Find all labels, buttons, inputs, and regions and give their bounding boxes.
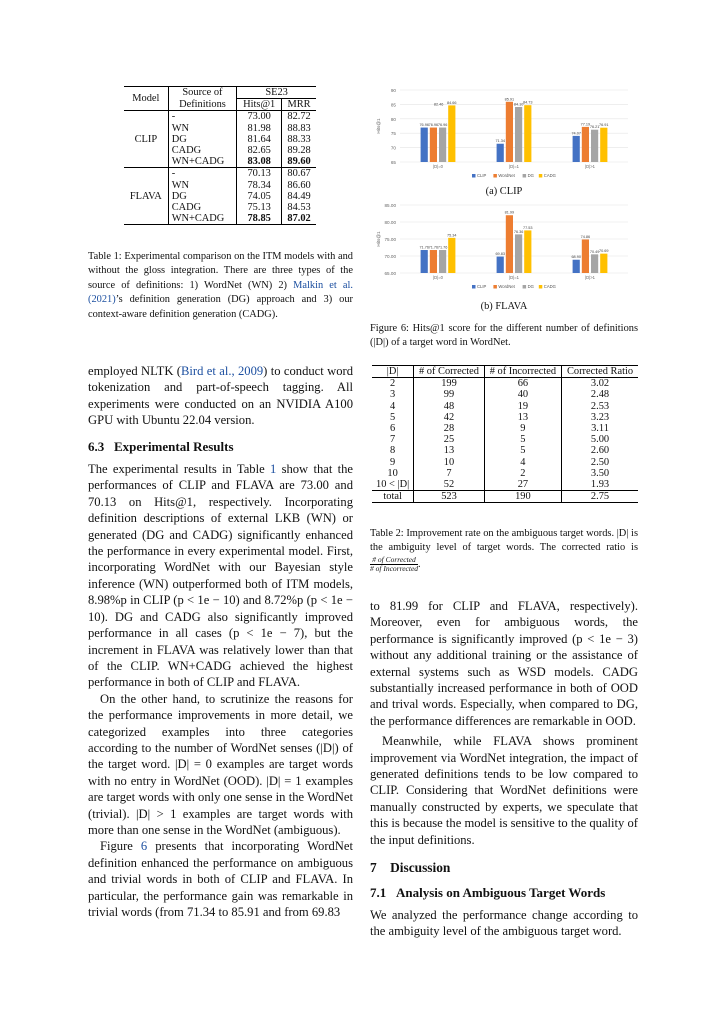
table1-source-cell: WN+CADG	[168, 213, 237, 225]
data-label: 70.69	[599, 249, 609, 254]
table-row	[372, 401, 638, 412]
bar-clip	[573, 260, 580, 273]
citation-malkin[interactable]: Malkin et al. (2021)	[88, 279, 353, 306]
bar-dg	[439, 128, 446, 162]
table2-header-cell: |D|	[372, 366, 414, 378]
table2-cell: 52	[414, 479, 485, 491]
data-label: 74.86	[580, 234, 591, 239]
legend-swatch	[539, 174, 543, 178]
figure-6	[370, 86, 638, 312]
data-label: 70.49	[589, 249, 600, 254]
bar-clip	[497, 257, 504, 273]
y-axis-label: Hits@1	[376, 118, 381, 134]
table2-header-cell: Corrected Ratio	[566, 366, 634, 377]
table-2-caption: Table 2: Improvement rate on the ambiguous target words. |D| is the ambiguity level of target words. The corrected ratio is # of Corrected # of Incorrected .	[370, 528, 638, 573]
bar-cadg	[448, 105, 455, 162]
table2-cell: 3.11	[591, 423, 609, 435]
table1-source-cell: CADG	[168, 145, 237, 156]
paragraph-nltk: employed NLTK (Bird et al., 2009) to conduct word tokenization and part-of-speech tagging. All experiments were conducted on an NVIDIA A100 GPU with Ubuntu 22.04 version.	[88, 364, 354, 428]
table2-cell: 42	[414, 412, 485, 423]
y-tick-label: 85	[390, 102, 396, 108]
table1-model-cell: CLIP	[124, 111, 168, 168]
table2-total-cell: 523	[414, 491, 485, 503]
figure-6-ref[interactable]: 6	[140, 839, 148, 854]
paragraph-flava: Meanwhile, while FLAVA shows prominent improvement via WordNet integration, the impact of generated definitions tends to be low compared to CLIP. Considering that WordNet definitions were manually constructed by experts, we speculate that this is because the model is sensitive to the quality of the input definitions.	[370, 734, 638, 847]
table2-cell: 25	[414, 434, 485, 445]
table-row	[372, 445, 638, 456]
data-label: 84.10	[513, 102, 524, 107]
table1-mrr-cell: 82.72	[287, 111, 311, 123]
table2-cell: 1.93	[590, 479, 610, 491]
table-row	[372, 423, 638, 434]
table-2	[372, 365, 638, 503]
bar-cadg	[524, 230, 531, 273]
flava-bar-chart	[370, 201, 638, 293]
table-row	[372, 457, 638, 468]
table1-header-model: Model	[124, 87, 168, 111]
data-label: 71.76	[419, 245, 429, 250]
bar-wordnet	[582, 127, 589, 162]
data-label: 76.21	[589, 125, 600, 130]
table1-header-hits: Hits@1	[237, 99, 282, 111]
legend-label: WordNet	[498, 173, 515, 178]
data-label: 68.90	[571, 255, 581, 260]
table-row	[372, 412, 638, 423]
bar-cadg	[448, 238, 455, 273]
legend-label: CADG	[543, 173, 556, 178]
table2-total-cell: 2.75	[590, 491, 610, 503]
x-tick-label: |D|>1	[585, 275, 595, 280]
table1-source-cell: WN+CADG	[168, 156, 237, 168]
table2-cell: 4	[484, 457, 561, 468]
table1-hits-cell: 73.00	[237, 111, 282, 123]
paragraph-ambiguity: We analyzed the performance change according to the ambiguity level of the ambiguous target word.	[370, 907, 638, 939]
table1-hits-cell: 78.85	[237, 213, 282, 225]
right-column	[370, 598, 638, 940]
y-tick-label: 80.00	[384, 220, 396, 225]
data-label: 71.76	[428, 245, 439, 250]
table1-hits-cell: 75.13	[237, 202, 282, 213]
table2-cell: 199	[414, 378, 485, 390]
citation-bird[interactable]: Bird et al., 2009	[181, 364, 264, 378]
table2-cell: 3	[372, 389, 414, 400]
table1-hits-cell: 81.64	[237, 134, 282, 145]
data-label: 76.96	[437, 123, 448, 128]
bar-dg	[515, 234, 522, 273]
table1-header-mrr: MRR	[287, 99, 311, 111]
table-row	[372, 378, 638, 390]
y-tick-label: 90	[390, 88, 396, 93]
table1-mrr-cell: 84.49	[287, 190, 311, 202]
y-tick-label: 70	[390, 145, 396, 151]
table1-hits-cell: 81.98	[237, 123, 282, 134]
table2-cell: 19	[484, 401, 561, 412]
table2-cell: 10 < |D|	[372, 479, 414, 491]
table1-source-cell: DG	[168, 191, 237, 202]
table2-cell: 13	[414, 445, 485, 456]
table1-mrr-cell: 89.60	[287, 156, 311, 168]
bar-wordnet	[430, 250, 437, 273]
table2-cell: 9	[372, 457, 414, 468]
paragraph-categories: On the other hand, to scrutinize the reasons for the performance improvements in more detail, we categorized examples into three categories according to the number of WordNet senses (|D|) of the target word. |D| = 0 examples are target words with no entry in WordNet (OOD). |D| = 1 examples are target words with only one sense in the WordNet (trivial). |D| > 1 examples are target words with more than one sense in the WordNet (ambiguous).	[88, 691, 353, 837]
table1-hits-cell: 83.08	[237, 156, 282, 168]
table-row	[124, 111, 316, 123]
section-heading-7: 7 Discussion	[370, 860, 451, 876]
data-label: 84.66	[447, 100, 457, 105]
table2-cell: 2.53	[590, 400, 610, 412]
table2-cell: 40	[484, 389, 561, 400]
subcaption-flava: (b) FLAVA	[480, 301, 528, 312]
x-tick-label: |D|=0	[433, 275, 443, 280]
table2-cell: 27	[484, 479, 561, 491]
table-row	[372, 479, 638, 491]
y-tick-label: 75.00	[384, 237, 396, 242]
table1-mrr-cell: 86.60	[287, 179, 311, 191]
x-tick-label: |D|=1	[509, 275, 519, 280]
table2-cell: 66	[484, 378, 561, 390]
x-tick-label: |D|=1	[509, 164, 519, 169]
table1-header-source: Source of	[168, 87, 237, 99]
table1-mrr-cell: 87.02	[287, 213, 311, 225]
table1-header-definitions: Definitions	[168, 99, 237, 111]
legend-swatch	[472, 174, 476, 178]
bar-wordnet	[506, 215, 513, 273]
table2-cell: 2.48	[590, 389, 610, 401]
bar-clip	[421, 250, 428, 273]
legend-swatch	[539, 285, 543, 289]
table1-model-cell: FLAVA	[124, 168, 168, 225]
table2-cell: 8	[372, 445, 414, 456]
legend-swatch	[493, 174, 497, 178]
data-label: 76.96	[428, 123, 439, 128]
table-1-ref[interactable]: 1	[269, 462, 277, 477]
y-tick-label: 75	[390, 131, 396, 137]
y-tick-label: 65	[390, 160, 396, 165]
table2-cell: 2.50	[590, 456, 610, 468]
bar-dg	[591, 130, 598, 162]
legend-swatch	[472, 285, 476, 289]
table2-cell: 2	[484, 468, 561, 479]
y-tick-label: 70.00	[384, 254, 396, 259]
table2-cell: 10	[414, 457, 485, 468]
bar-clip	[421, 128, 428, 162]
section-heading-6-3: 6.3 Experimental Results	[88, 438, 234, 454]
data-label: 69.83	[495, 252, 505, 257]
legend-label: WordNet	[498, 284, 515, 289]
table1-source-cell: CADG	[168, 202, 237, 213]
data-label: 77.53	[523, 225, 533, 230]
table2-cell: 3.23	[590, 411, 610, 423]
y-axis-label: Hits@1	[376, 231, 381, 247]
section-heading-7-1: 7.1 Analysis on Ambiguous Target Words	[370, 884, 606, 900]
bar-wordnet	[430, 128, 437, 162]
table2-cell: 9	[484, 423, 561, 434]
table1-mrr-cell: 84.53	[287, 202, 311, 214]
table2-cell: 6	[372, 423, 414, 434]
bar-wordnet	[582, 239, 589, 273]
bar-dg	[439, 250, 446, 273]
bar-clip	[573, 136, 580, 162]
table2-cell: 5	[372, 412, 414, 423]
y-tick-label: 80	[390, 116, 396, 122]
bar-dg	[591, 254, 598, 273]
data-label: 85.91	[504, 97, 515, 102]
legend-swatch	[523, 285, 527, 289]
table2-cell: 4	[372, 401, 414, 412]
legend-label: CADG	[543, 284, 556, 289]
bar-dg	[515, 107, 522, 162]
bar-clip	[497, 144, 504, 162]
subcaption-clip: (a) CLIP	[485, 186, 523, 197]
table1-mrr-cell: 88.83	[287, 122, 311, 134]
table-1-caption: Table 1: Experimental comparison on the ITM models with and without the gloss integration. There are three types of the source of definitions: 1) WordNet (WN) 2) Malkin et al. (2021)’s definition generation (DG) approach and 3) our context-aware definition generation (CADG).	[88, 251, 353, 320]
data-label: 84.73	[523, 100, 533, 105]
table1-hits-cell: 82.65	[237, 145, 282, 156]
table2-cell: 5	[484, 445, 561, 456]
legend-label: DG	[527, 173, 534, 178]
table2-cell: 2.60	[590, 445, 610, 457]
bar-cadg	[524, 105, 531, 162]
data-label: 82.46	[433, 102, 444, 107]
table2-cell: 3.50	[590, 467, 610, 479]
paragraph-figure6: Figure 6 presents that incorporating WordNet definition enhanced the performance on ambiguous and trivial words in both of CLIP and FLAVA. In particular, the performance gain was remarkable in trivial words (from 71.34 to 85.91 and from 69.83	[88, 839, 353, 919]
table-row	[372, 434, 638, 445]
table2-cell: 3.02	[590, 378, 610, 390]
y-tick-label: 65.00	[384, 271, 396, 276]
data-label: 76.36	[513, 229, 524, 234]
table1-mrr-cell: 89.28	[287, 145, 311, 157]
x-tick-label: |D|=0	[433, 164, 443, 169]
table1-header-se23: SE23	[237, 87, 316, 99]
table2-cell: 48	[414, 401, 485, 412]
bar-cadg	[600, 128, 607, 162]
bar-cadg	[600, 254, 607, 273]
table1-hits-cell: 74.05	[237, 191, 282, 202]
table2-cell: 7	[372, 434, 414, 445]
table-row	[124, 168, 316, 180]
legend-swatch	[523, 174, 527, 178]
data-label: 81.99	[504, 210, 515, 215]
table1-mrr-cell: 88.33	[287, 133, 311, 145]
bar-wordnet	[506, 102, 513, 162]
data-label: 76.91	[599, 123, 609, 128]
ratio-fraction: # of Corrected # of Incorrected	[370, 554, 419, 573]
table2-header-cell: # of Corrected	[414, 366, 485, 378]
table2-total-cell: total	[372, 491, 414, 503]
table2-cell: 2	[372, 378, 414, 390]
table-1	[124, 86, 316, 225]
table2-header-cell: # of Incorrected	[484, 366, 561, 378]
legend-label: DG	[527, 284, 534, 289]
table1-source-cell: WN	[168, 180, 237, 191]
data-label: 71.76	[437, 245, 448, 250]
table-row	[372, 468, 638, 479]
table2-cell: 5.00	[590, 434, 610, 446]
table1-hits-cell: 78.34	[237, 180, 282, 191]
x-tick-label: |D|>1	[585, 164, 595, 169]
left-column	[88, 363, 353, 920]
data-label: 76.96	[419, 123, 429, 128]
legend-swatch	[493, 285, 497, 289]
clip-bar-chart	[370, 86, 638, 182]
table-row	[372, 389, 638, 400]
table1-mrr-cell: 80.67	[287, 168, 311, 180]
data-label: 74.07	[571, 131, 581, 136]
table2-cell: 99	[414, 389, 485, 400]
table2-cell: 10	[372, 468, 414, 479]
data-label: 71.34	[495, 139, 505, 144]
paragraph-results: The experimental results in Table 1 show that the performances of CLIP and FLAVA are 73.00 and 70.13 on Hits@1, respectively. Incorporating definition descriptions of external LKB (WN) or generated (DG and CADG) significantly enhanced the performance in every experimental model. First, incorporating WordNet with our Bayesian style inference (WN) outperformed both of ITM models, 8.98%p in CLIP (p < 1e − 10) and 8.72%p (p < 1e − 10). DG and CADG also significantly improved performance in all cases (p < 1e − 7), but the increment in FLAVA was relatively lower than that of the CLIP. WN+CADG achieved the highest performance in both of CLIP and FLAVA.	[88, 462, 353, 690]
legend-label: CLIP	[477, 284, 487, 289]
figure-6-caption: Figure 6: Hits@1 score for the different number of definitions (|D|) of a target word in WordNet.	[370, 323, 638, 349]
table2-cell: 7	[414, 468, 485, 479]
legend-label: CLIP	[477, 173, 487, 178]
table2-total-cell: 190	[484, 491, 561, 503]
table1-source-cell: WN	[168, 123, 237, 134]
paragraph-continued: to 81.99 for CLIP and FLAVA, respectively). Moreover, even for ambiguous words, the performance is significantly improved (p < 1e − 3) without any additional training or the assistance of external systems such as WSD models. CADG substantially increased performance in both of OOD and trival words. Especially, when compared to DG, the performance differences are remarkable in OOD.	[370, 599, 638, 728]
table2-cell: 5	[484, 434, 561, 445]
table2-cell: 28	[414, 423, 485, 434]
table2-cell: 13	[484, 412, 561, 423]
table1-source-cell: DG	[168, 134, 237, 145]
table1-source-cell: -	[168, 111, 237, 123]
data-label: 75.34	[447, 233, 457, 238]
table1-hits-cell: 70.13	[237, 168, 282, 180]
y-tick-label: 85.00	[384, 203, 396, 208]
data-label: 77.19	[580, 122, 591, 127]
table1-source-cell: -	[168, 168, 237, 180]
